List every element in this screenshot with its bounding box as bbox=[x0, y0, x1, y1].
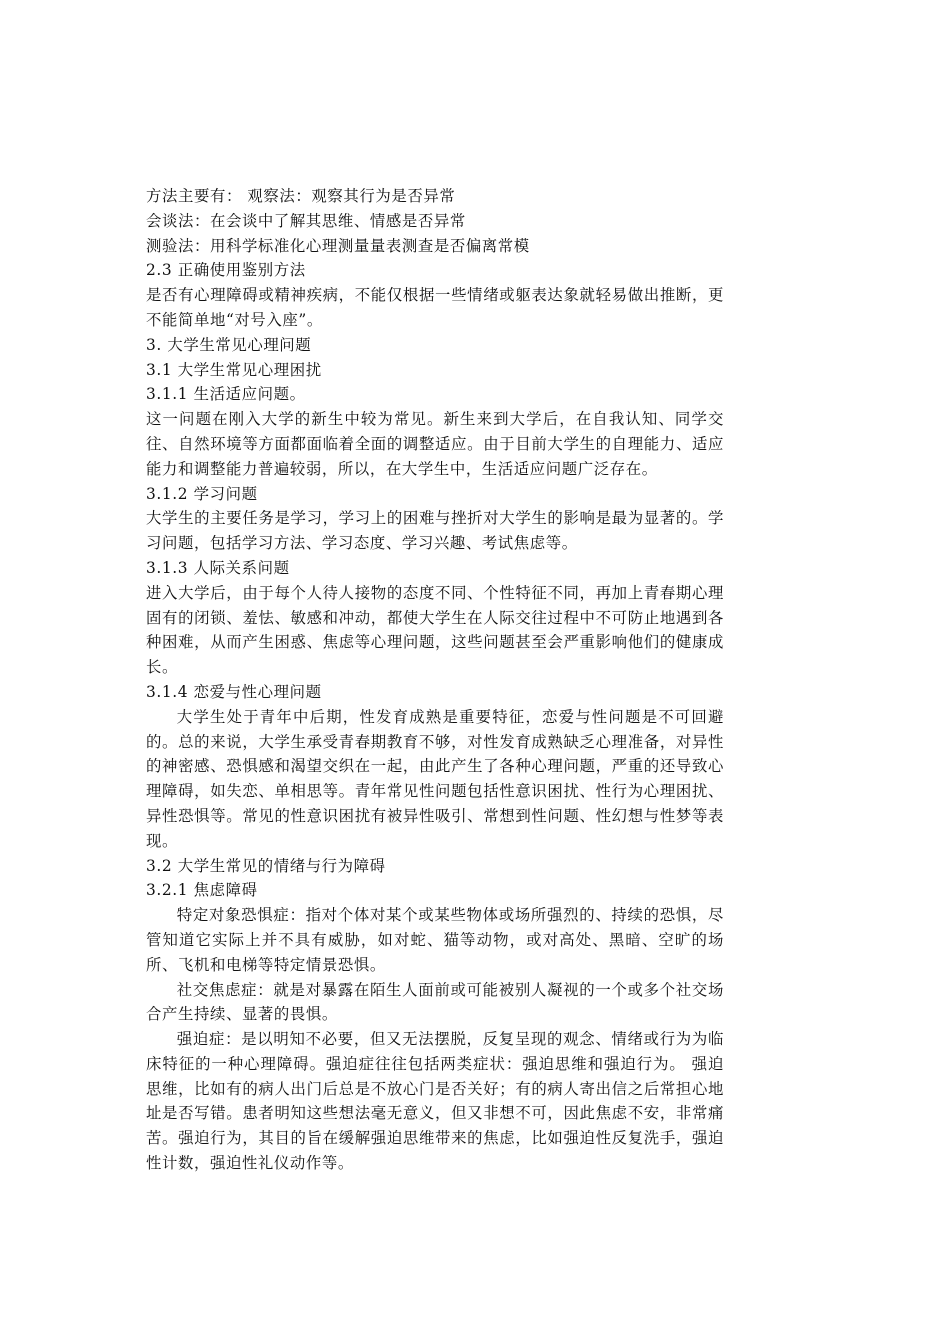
section-2-3-body: 是否有心理障碍或精神疾病，不能仅根据一些情绪或躯表达象就轻易做出推断，更不能简单地“对号入座”。 bbox=[146, 286, 724, 329]
section-3-2-heading: 3.2 大学生常见的情绪与行为障碍 bbox=[146, 856, 386, 875]
social-anxiety-paragraph: 社交焦虑症：就是对暴露在陌生人面前或可能被别人凝视的一个或多个社交场合产生持续、显著的畏惧。 bbox=[146, 980, 724, 1024]
section-3-1-4-heading: 3.1.4 恋爱与性心理问题 bbox=[146, 682, 322, 701]
test-method-line: 测验法：用科学标准化心理测量量表测查是否偏离常模 bbox=[146, 236, 530, 255]
section-3-1-1-body: 这一问题在刚入大学的新生中较为常见。新生来到大学后，在自我认知、同学交往、自然环境等方面都面临着全面的调整适应。由于目前大学生的自理能力、适应能力和调整能力普遍较弱，所以，在大学生中，生活适应问题广泛存在。 bbox=[146, 410, 724, 478]
section-3-2-1-heading: 3.2.1 焦虑障碍 bbox=[146, 881, 258, 900]
interview-method-line: 会谈法：在会谈中了解其思维、情感是否异常 bbox=[146, 211, 466, 230]
section-3-1-1-heading: 3.1.1 生活适应问题。 bbox=[146, 385, 306, 404]
section-3-1-3-body: 进入大学后，由于每个人待人接物的态度不同、个性特征不同，再加上青春期心理固有的闭锁、羞怯、敏感和冲动，都使大学生在人际交往过程中不可防止地遇到各种困难，从而产生困惑、焦虑等心理问题，这些问题甚至会严重影响他们的健康成长。 bbox=[146, 583, 724, 677]
document-page bbox=[146, 184, 724, 1176]
section-3-1-3-heading: 3.1.3 人际关系问题 bbox=[146, 558, 290, 577]
ocd-paragraph: 强迫症：是以明知不必要，但又无法摆脱，反复呈现的观念、情绪或行为为临床特征的一种心理障碍。强迫症往往包括两类症状：强迫思维和强迫行为。 强迫思维，比如有的病人出门后总是不放心门是否关好；有的病人寄出信之后常担心地址是否写错。患者明知这些想法毫无意义，但又非想不可，因此焦虑不安，非常痛苦。强迫行为，其目的旨在缓解强迫思维带来的焦虑，比如强迫性反复洗手，强迫性计数，强迫性礼仪动作等。 bbox=[146, 1030, 724, 1173]
section-3-1-heading: 3.1 大学生常见心理困扰 bbox=[146, 360, 322, 379]
section-3-heading: 3. 大学生常见心理问题 bbox=[146, 335, 312, 354]
section-3-1-2-heading: 3.1.2 学习问题 bbox=[146, 484, 258, 503]
section-3-1-2-body: 大学生的主要任务是学习，学习上的困难与挫折对大学生的影响是最为显著的。学习问题，包括学习方法、学习态度、学习兴趣、考试焦虑等。 bbox=[146, 509, 724, 553]
methods-intro-line: 方法主要有： 观察法：观察其行为是否异常 bbox=[146, 187, 456, 205]
phobia-paragraph: 特定对象恐惧症：指对个体对某个或某些物体或场所强烈的、持续的恐惧，尽管知道它实际上并不具有威胁，如对蛇、猫等动物，或对高处、黑暗、空旷的场所、飞机和电梯等特定情景恐惧。 bbox=[146, 906, 724, 974]
section-2-3-heading: 2.3 正确使用鉴别方法 bbox=[146, 261, 306, 280]
section-3-1-4-body: 大学生处于青年中后期，性发育成熟是重要特征，恋爱与性问题是不可回避的。总的来说，大学生承受青春期教育不够，对性发育成熟缺乏心理准备，对异性的神密感、恐惧感和渴望交织在一起，由此产生了各种心理问题，严重的还导致心理障碍，如失恋、单相思等。青年常见性问题包括性意识困扰、性行为心理困扰、异性恐惧等。常见的性意识困扰有被异性吸引、常想到性问题、性幻想与性梦等表现。 bbox=[146, 707, 724, 850]
